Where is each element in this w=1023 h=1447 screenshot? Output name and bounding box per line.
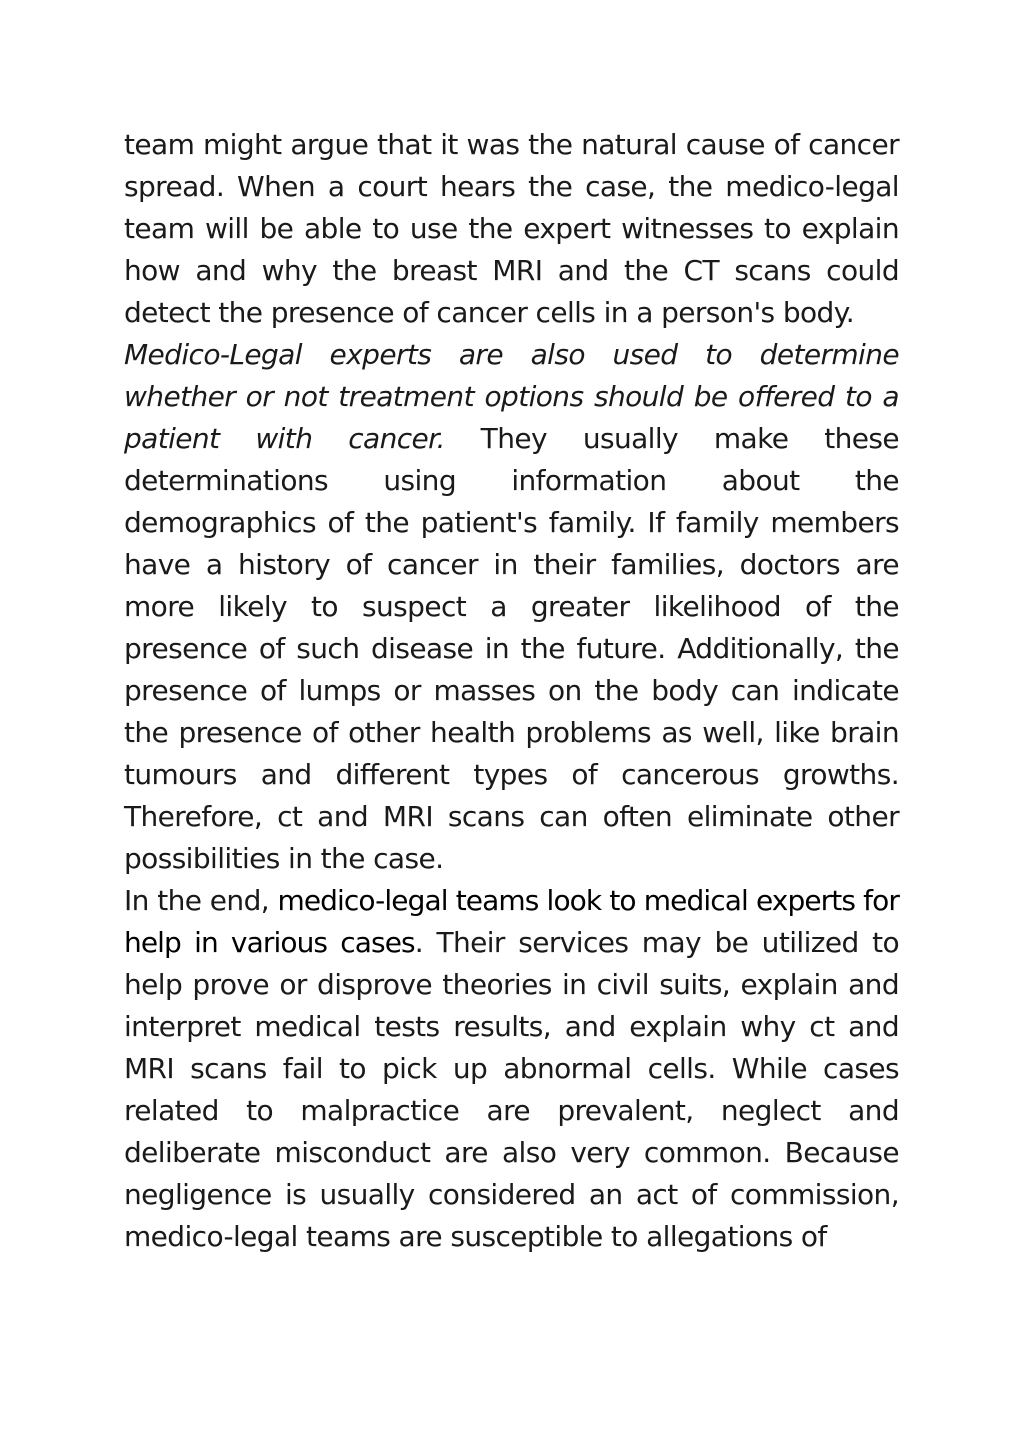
italic-lead-sentence: Medico-Legal experts are also used to determine whether or not treatment options should be offered to a patient with cancer.: [124, 338, 899, 455]
paragraph-3: [124, 880, 899, 1258]
paragraph-1: [124, 124, 899, 334]
paragraph-2-text: They usually make these determinations using information about the demographics of the patient's family. If family members have a history of cancer in their families, doctors are more likely to suspect a greater likelihood of the presence of such disease in the future. Additionally, the presence of lumps or masses on the body can indicate the presence of other health problems as well, like brain tumours and different types of cancerous growths. Therefore, ct and MRI scans can often eliminate other possibilities in the case.: [124, 422, 900, 875]
inline-link[interactable]: medico-legal teams look to medical experts for help in various cases: [124, 884, 899, 959]
paragraph-2: [124, 334, 899, 880]
body-text: [124, 124, 899, 1258]
paragraph-3-lead: In the end,: [124, 884, 278, 917]
paragraph-1-text: team might argue that it was the natural cause of cancer spread. When a court hears the case, the medico-legal team will be able to use the expert witnesses to explain how and why the breast MRI and the CT scans could detect the presence of cancer cells in a person's body.: [124, 128, 899, 329]
paragraph-3-text: . Their services may be utilized to help prove or disprove theories in civil suits, explain and interpret medical tests results, and explain why ct and MRI scans fail to pick up abnormal cells. While cases related to malpractice are prevalent, neglect and deliberate misconduct are also very common. Because negligence is usually considered an act of commission, medico-legal teams are susceptible to allegations of: [124, 926, 899, 1253]
